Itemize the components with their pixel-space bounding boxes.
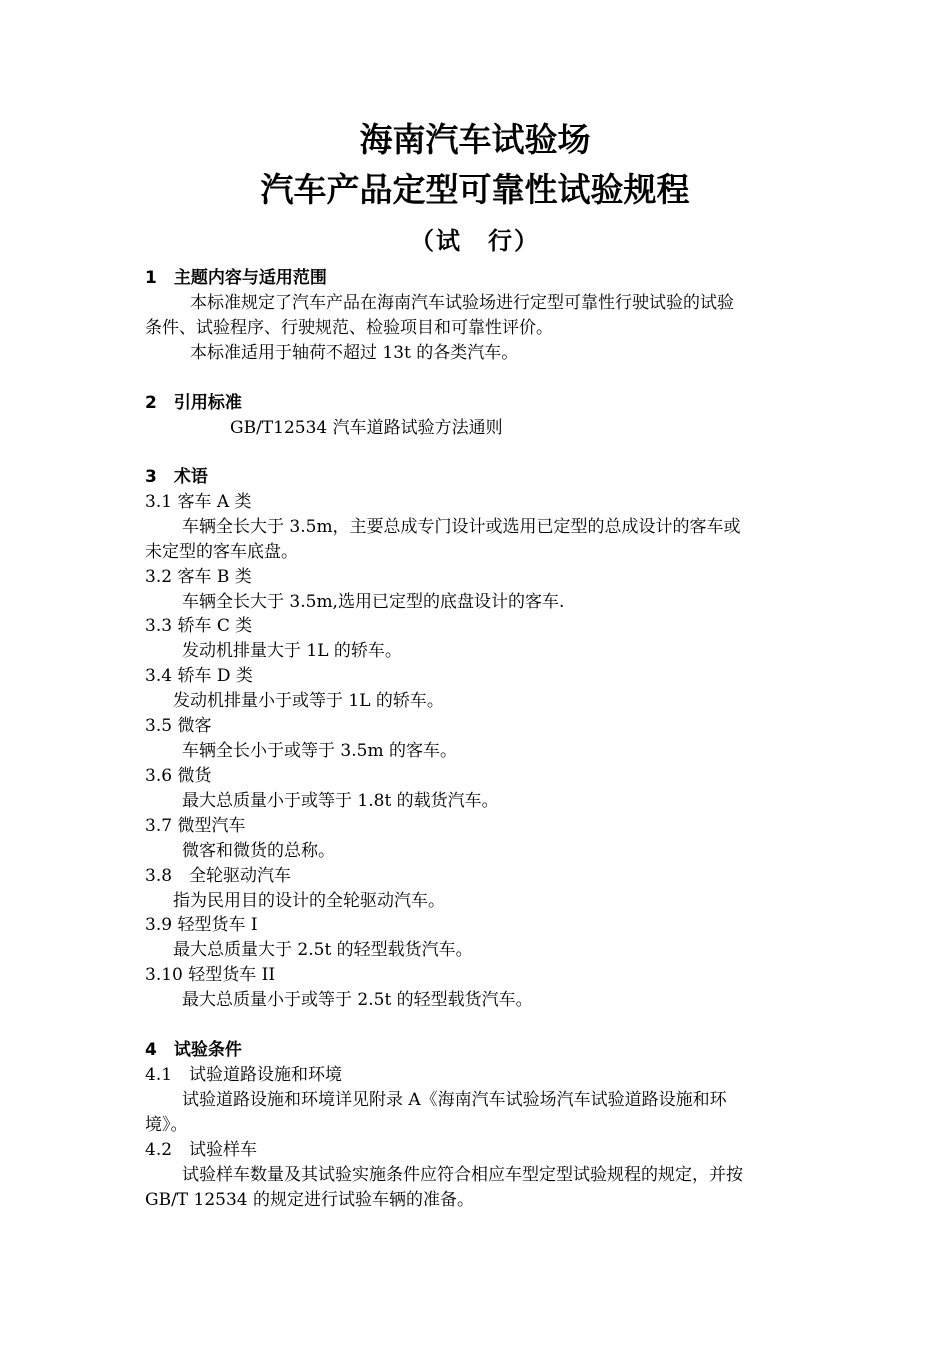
section-1-para1-line2: 条件、试验程序、行驶规范、检验项目和可靠性评价。 [145, 318, 553, 338]
term-3-4-desc: 发动机排量小于或等于 1L 的轿车。 [173, 691, 444, 711]
term-3-4-title: 3.4 轿车 D 类 [145, 666, 253, 686]
term-3-1-desc-line1: 车辆全长大于 3.5m，主要总成专门设计或选用已定型的总成设计的客车或 [182, 517, 741, 537]
clause-4-2-desc-line2: GB/T 12534 的规定进行试验车辆的准备。 [145, 1190, 475, 1210]
term-3-9-desc: 最大总质量大于 2.5t 的轻型载货汽车。 [173, 940, 473, 960]
term-3-8-desc: 指为民用目的设计的全轮驱动汽车。 [173, 891, 445, 911]
section-1-heading: 1 主题内容与适用范围 [145, 268, 327, 288]
term-3-1-title: 3.1 客车 A 类 [145, 492, 252, 512]
term-3-3-title: 3.3 轿车 C 类 [145, 616, 253, 636]
term-3-10-desc: 最大总质量小于或等于 2.5t 的轻型载货汽车。 [182, 990, 533, 1010]
section-2-reference: GB/T12534 汽车道路试验方法通则 [230, 418, 503, 438]
section-2-heading: 2 引用标准 [145, 393, 242, 413]
clause-4-2-title: 4.2 试验样车 [145, 1140, 258, 1160]
document-title-line2: 汽车产品定型可靠性试验规程 [260, 170, 690, 209]
section-3-heading: 3 术语 [145, 467, 208, 487]
term-3-8-title: 3.8 全轮驱动汽车 [145, 866, 292, 886]
term-3-1-desc-line2: 未定型的客车底盘。 [145, 542, 298, 562]
term-3-10-title: 3.10 轻型货车 II [145, 965, 276, 985]
clause-4-1-title: 4.1 试验道路设施和环境 [145, 1065, 343, 1085]
section-1-para2: 本标准适用于轴荷不超过 13t 的各类汽车。 [190, 343, 519, 363]
section-4-heading: 4 试验条件 [145, 1040, 242, 1060]
document-title-line1: 海南汽车试验场 [359, 120, 591, 159]
term-3-9-title: 3.9 轻型货车 I [145, 915, 258, 935]
term-3-5-title: 3.5 微客 [145, 716, 212, 736]
clause-4-1-desc-line1: 试验道路设施和环境详见附录 A《海南汽车试验场汽车试验道路设施和环 [182, 1090, 727, 1110]
term-3-6-desc: 最大总质量小于或等于 1.8t 的载货汽车。 [182, 791, 499, 811]
clause-4-2-desc-line1: 试验样车数量及其试验实施条件应符合相应车型定型试验规程的规定，并按 [182, 1165, 743, 1185]
section-1-para1-line1: 本标准规定了汽车产品在海南汽车试验场进行定型可靠性行驶试验的试验 [190, 293, 734, 313]
clause-4-1-desc-line2: 境》。 [145, 1115, 188, 1135]
term-3-7-desc: 微客和微货的总称。 [182, 841, 335, 861]
term-3-3-desc: 发动机排量大于 1L 的轿车。 [182, 641, 402, 661]
term-3-2-desc: 车辆全长大于 3.5m,选用已定型的底盘设计的客车. [182, 592, 565, 612]
term-3-5-desc: 车辆全长小于或等于 3.5m 的客车。 [182, 741, 457, 761]
term-3-7-title: 3.7 微型汽车 [145, 816, 246, 836]
term-3-2-title: 3.2 客车 B 类 [145, 567, 252, 587]
term-3-6-title: 3.6 微货 [145, 766, 212, 786]
document-title-trial: （试 行） [410, 227, 540, 255]
